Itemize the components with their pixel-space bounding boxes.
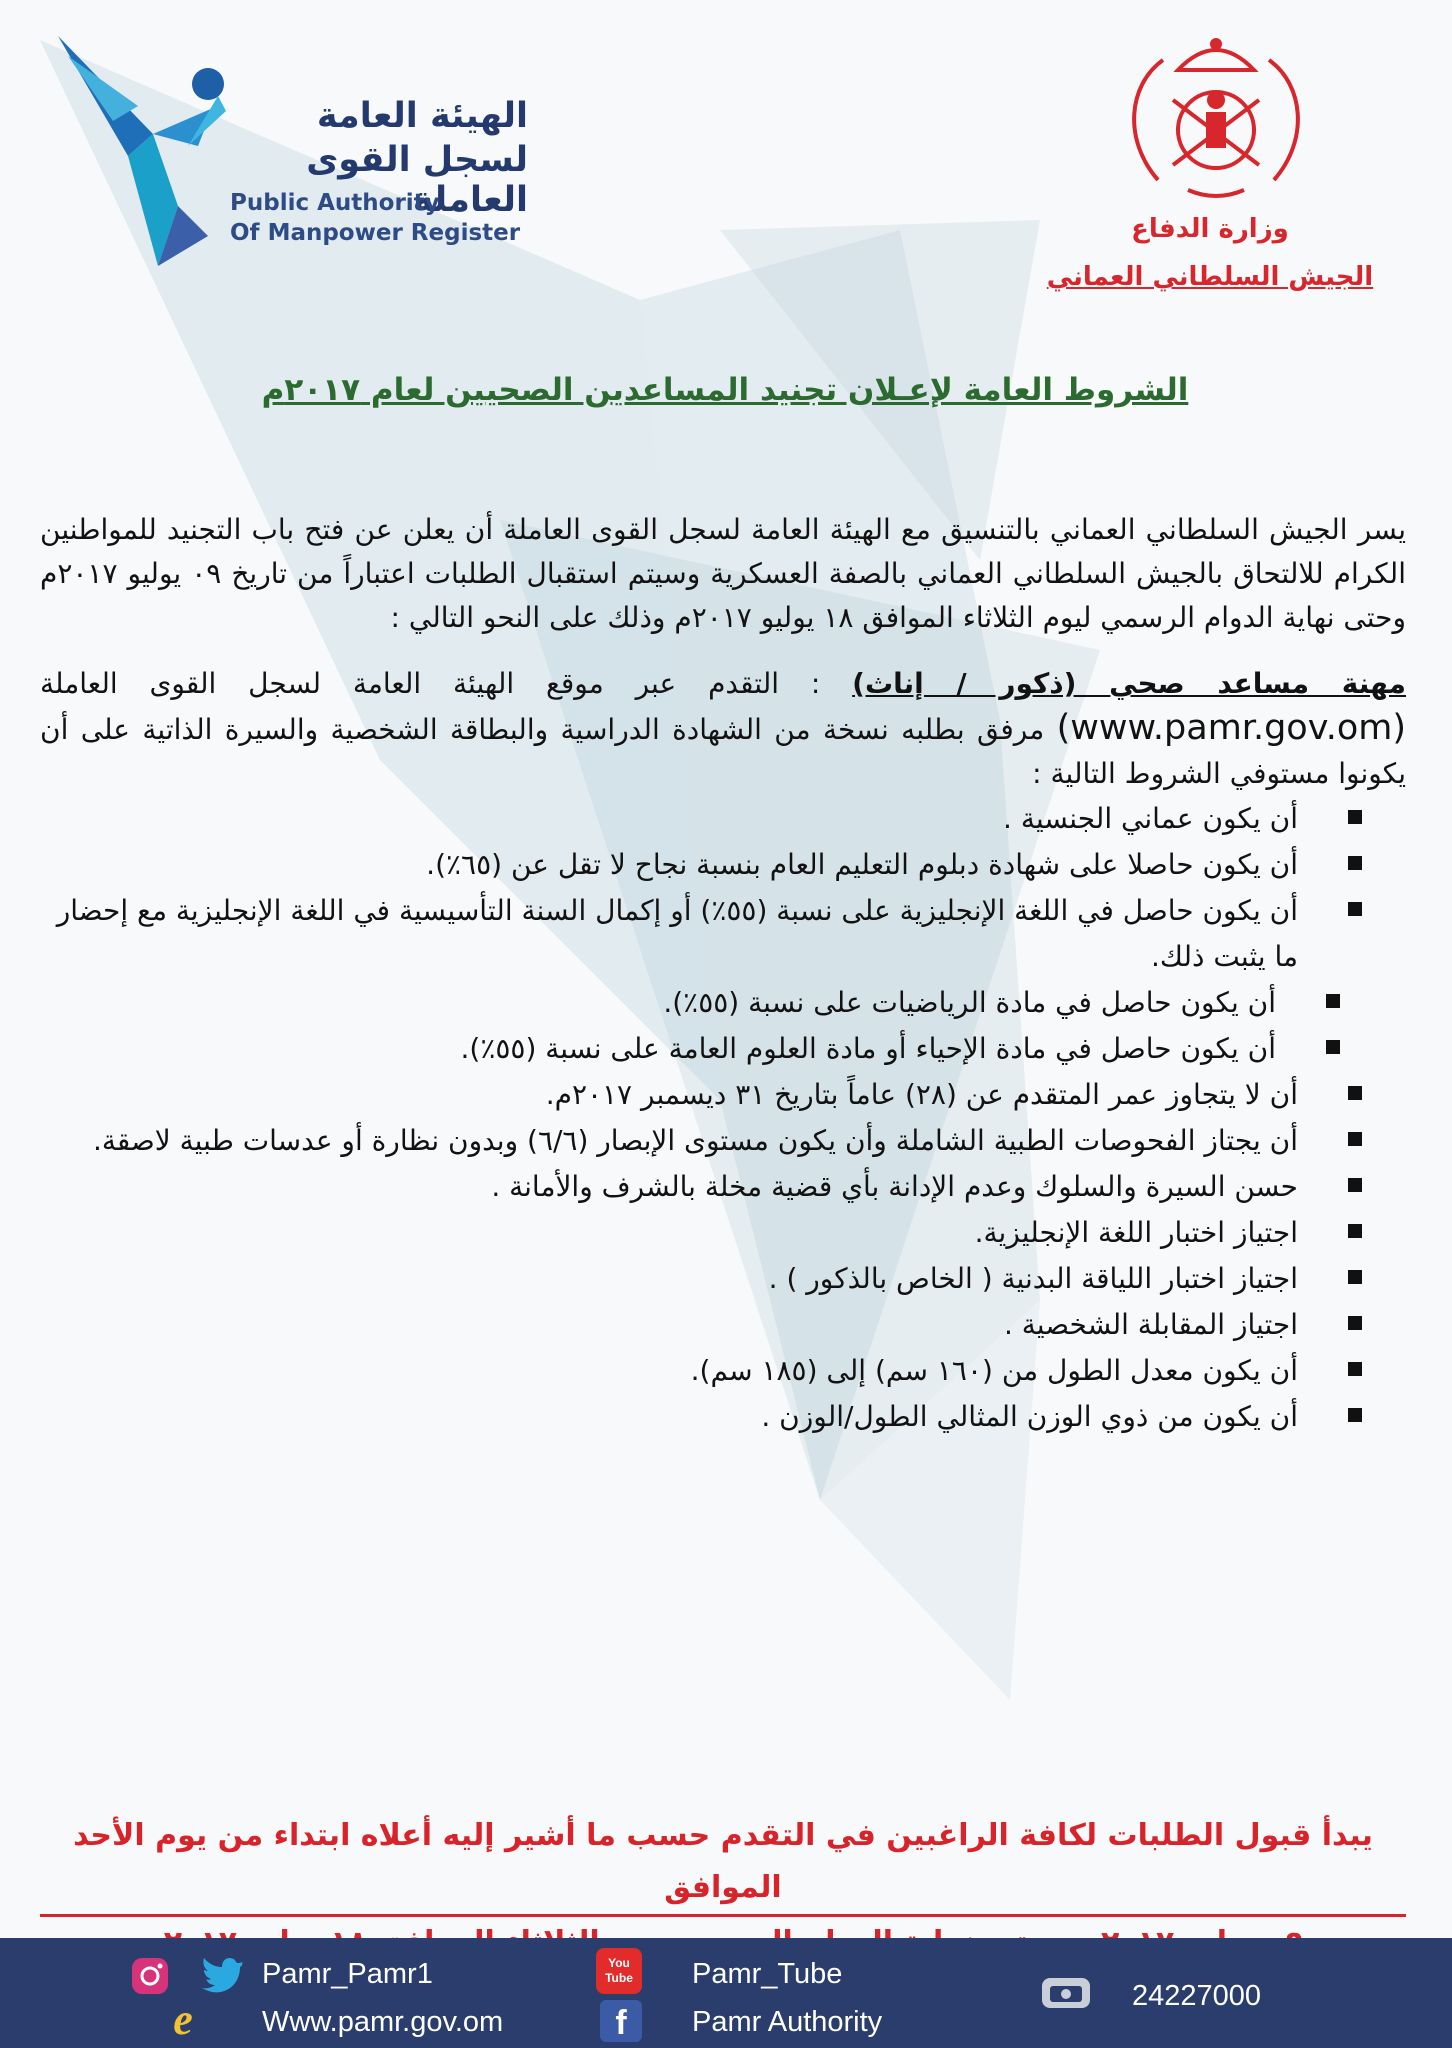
youtube-icon[interactable]: You Tube xyxy=(596,1948,642,1994)
header xyxy=(0,0,1452,330)
notice-line1: يبدأ قبول الطلبات لكافة الراغبين في التقدم حسب ما أشير إليه أعلاه ابتداء من يوم الأحد الموافق xyxy=(40,1810,1406,1917)
conditions-list xyxy=(40,796,1406,1440)
facebook-icon[interactable]: f xyxy=(600,2000,642,2042)
condition-text: حسن السيرة والسلوك وعدم الإدانة بأي قضية مخلة بالشرف والأمانة . xyxy=(491,1170,1298,1203)
bullet-icon xyxy=(1348,1316,1362,1330)
bullet-icon xyxy=(1348,1178,1362,1192)
announcement-body xyxy=(40,508,1406,1440)
condition-item xyxy=(40,842,1362,888)
bullet-icon xyxy=(1348,810,1362,824)
condition-text: أن يكون حاصل في اللغة الإنجليزية على نسبة (٥٥٪) أو إكمال السنة التأسيسية في اللغة الإنجليزية مع إحضار ما يثبت ذلك. xyxy=(56,894,1298,973)
pamr-logo-icon xyxy=(58,36,228,266)
page-title: الشروط العامة لإعـلان تجنيد المساعدين الصحيين لعام ٢٠١٧م xyxy=(261,372,1189,408)
condition-text: أن يجتاز الفحوصات الطبية الشاملة وأن يكون مستوى الإبصار (٦/٦) وبدون نظارة أو عدسات طبية لاصقة. xyxy=(92,1124,1298,1157)
condition-text: أن يكون معدل الطول من (١٦٠ سم) إلى (١٨٥ سم). xyxy=(690,1354,1298,1387)
website-link[interactable]: (www.pamr.gov.om) xyxy=(1056,708,1406,748)
condition-item xyxy=(40,1394,1362,1440)
facebook-page[interactable]: Pamr Authority xyxy=(692,2006,883,2038)
condition-item xyxy=(40,980,1362,1026)
bullet-icon xyxy=(1348,1270,1362,1284)
condition-item xyxy=(40,1348,1362,1394)
bullet-icon xyxy=(1348,856,1362,870)
phone-number[interactable]: 24227000 xyxy=(1132,1980,1262,2012)
condition-text: أن يكون حاصلا على شهادة دبلوم التعليم العام بنسبة نجاح لا تقل عن (٦٥٪). xyxy=(426,848,1298,881)
condition-text: أن يكون حاصل في مادة الإحياء أو مادة العلوم العامة على نسبة (٥٥٪). xyxy=(460,1032,1276,1065)
condition-text: أن لا يتجاوز عمر المتقدم عن (٢٨) عاماً بتاريخ ٣١ ديسمبر ٢٠١٧م. xyxy=(545,1078,1298,1111)
condition-item xyxy=(40,1256,1362,1302)
profession-label: مهنة مساعد صحي (ذكور / إناث) xyxy=(852,667,1407,700)
social-handle[interactable]: Pamr_Pamr1 xyxy=(262,1958,433,1990)
condition-text: اجتياز اختبار اللياقة البدنية ( الخاص بالذكور ) . xyxy=(768,1262,1298,1295)
bullet-icon xyxy=(1348,1132,1362,1146)
condition-item xyxy=(40,796,1362,842)
profession-text-before: : التقدم عبر موقع الهيئة العامة لسجل القوى العاملة xyxy=(40,667,853,700)
bullet-icon xyxy=(1348,1408,1362,1422)
condition-item xyxy=(40,1072,1362,1118)
instagram-icon[interactable] xyxy=(130,1956,170,1996)
condition-item xyxy=(40,1164,1362,1210)
profession-text-after: مرفق بطلبه نسخة من الشهادة الدراسية والبطاقة الشخصية والسيرة الذاتية على أن يكونوا مستوفي الشروط التالية : xyxy=(40,713,1406,790)
website-footer-link[interactable]: Www.pamr.gov.om xyxy=(262,2006,504,2038)
condition-text: اجتياز المقابلة الشخصية . xyxy=(1003,1308,1298,1341)
bullet-icon xyxy=(1348,1086,1362,1100)
condition-item xyxy=(40,888,1362,980)
ministry-name: وزارة الدفاع xyxy=(1131,214,1289,244)
pamr-name-ar-line2: لسجل القوى العاملة xyxy=(306,140,528,220)
bullet-icon xyxy=(1326,1040,1340,1054)
army-name: الجيش السلطاني العماني xyxy=(1046,262,1374,292)
browser-icon: e xyxy=(173,1995,193,2044)
bullet-icon xyxy=(1326,994,1340,1008)
bullet-icon xyxy=(1348,1224,1362,1238)
condition-item xyxy=(40,1302,1362,1348)
condition-text: أن يكون من ذوي الوزن المثالي الطول/الوزن . xyxy=(761,1400,1298,1433)
intro-paragraph: يسر الجيش السلطاني العماني بالتنسيق مع الهيئة العامة لسجل القوى العاملة أن يعلن عن فتح باب التجنيد للمواطنين الكرام للالتحاق بالجيش السلطاني العماني بالصفة العسكرية وسيتم استقبال الطلبات اعتباراً من تاريخ ٠٩ يوليو ٢٠١٧م وحتى نهاية الدوام الرسمي ليوم الثلاثاء الموافق ١٨ يوليو ٢٠١٧م وذلك على النحو التالي : xyxy=(40,513,1406,634)
condition-item xyxy=(40,1026,1362,1072)
youtube-channel[interactable]: Pamr_Tube xyxy=(692,1958,843,1990)
condition-text: أن يكون عماني الجنسية . xyxy=(1003,802,1298,835)
twitter-icon[interactable] xyxy=(200,1954,244,1996)
condition-text: أن يكون حاصل في مادة الرياضيات على نسبة (٥٥٪). xyxy=(663,986,1276,1019)
pamr-name-en-line1: Public Authority xyxy=(230,190,440,216)
army-emblem-icon xyxy=(1118,30,1314,208)
condition-item xyxy=(40,1118,1362,1164)
condition-text: اجتياز اختبار اللغة الإنجليزية. xyxy=(974,1216,1298,1249)
pamr-name-ar-line1: الهيئة العامة xyxy=(316,96,528,136)
bullet-icon xyxy=(1348,902,1362,916)
footer-bar xyxy=(0,1938,1452,2048)
phone-icon xyxy=(1040,1974,1092,2012)
bullet-icon xyxy=(1348,1362,1362,1376)
profession-paragraph xyxy=(40,662,1406,796)
pamr-name-en-line2: Of Manpower Register xyxy=(230,220,521,246)
condition-item xyxy=(40,1210,1362,1256)
